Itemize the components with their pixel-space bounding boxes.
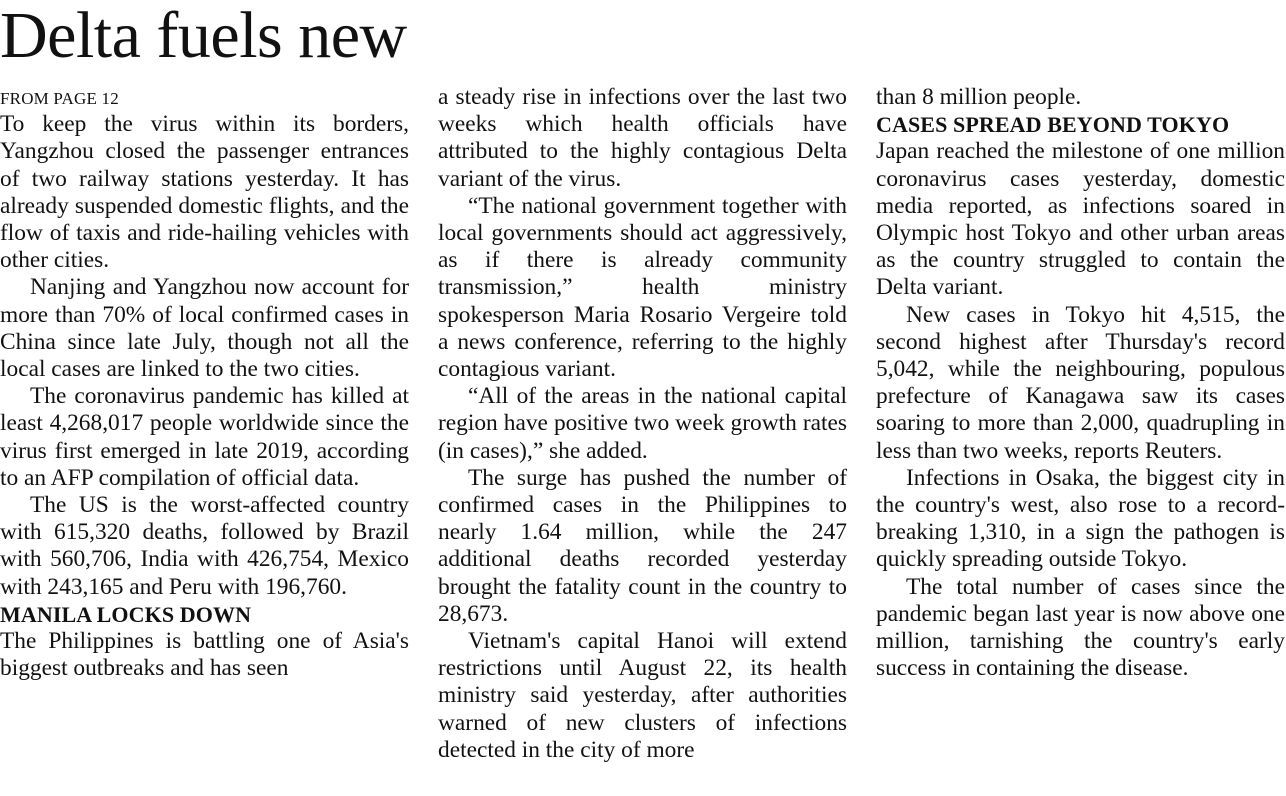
body-paragraph: Infections in Osaka, the biggest city in the country's west, also rose to a record-breaking 1,310, in a sign the pathogen is quickly spreading outside Tokyo. <box>876 464 1285 573</box>
body-paragraph: The US is the worst-affected country with 615,320 deaths, followed by Brazil with 560,706, India with 426,754, Mexico with 243,165 and Peru with 196,760. <box>0 492 409 600</box>
article-column-3 <box>876 84 1285 682</box>
body-paragraph: “The national government together with local governments should act aggressively, as if there is already community transmission,” health ministry spokesperson Maria Rosario Vergeire told a news conference, referring to the highly contagious variant. <box>438 192 847 383</box>
body-paragraph: The coronavirus pandemic has killed at least 4,268,017 people worldwide since the virus first emerged in late 2019, according to an AFP compilation of official data. <box>0 383 409 491</box>
body-paragraph: The total number of cases since the pandemic began last year is now above one million, tarnishing the country's early success in containing the disease. <box>876 573 1285 682</box>
subhead-manila: MANILA LOCKS DOWN <box>0 601 252 627</box>
body-paragraph: “All of the areas in the national capital region have positive two week growth rates (in cases),” she added. <box>438 383 847 464</box>
body-paragraph: The surge has pushed the number of confirmed cases in the Philippines to nearly 1.64 million, while the 247 additional deaths recorded yesterday brought the fatality count in the country to 28,673. <box>438 464 847 627</box>
body-paragraph: The Philippines is battling one of Asia's biggest outbreaks and has seen <box>0 628 409 682</box>
body-paragraph-continued: a steady rise in infections over the last two weeks which health officials have attributed to the highly contagious Delta variant of the virus. <box>438 84 847 192</box>
page-reference-kicker: FROM PAGE 12 <box>0 89 119 108</box>
body-paragraph-continued: than 8 million people. <box>876 84 1082 110</box>
body-paragraph: Japan reached the milestone of one million coronavirus cases yesterday, domestic media reported, as infections soared in Olympic host Tokyo and other urban areas as the country struggled to contain the Delta variant. <box>876 138 1285 301</box>
body-paragraph: To keep the virus within its borders, Yangzhou closed the passenger entrances of two railway stations yesterday. It has already suspended domestic flights, and the flow of taxis and ride-hailing vehicles with other cities. <box>0 111 409 274</box>
subhead-tokyo: CASES SPREAD BEYOND TOKYO <box>876 112 1230 138</box>
headline: Delta fuels new <box>0 0 407 72</box>
body-paragraph: Vietnam's capital Hanoi will extend restrictions until August 22, its health ministry said yesterday, after authorities warned of new clusters of infections detected in the city of more <box>438 628 847 763</box>
body-paragraph: Nanjing and Yangzhou now account for more than 70% of local confirmed cases in China since late July, though not all the local cases are linked to the two cities. <box>0 274 409 383</box>
article-column-1 <box>0 84 409 682</box>
body-paragraph: New cases in Tokyo hit 4,515, the second highest after Thursday's record 5,042, while the neighbouring, populous prefecture of Kanagawa saw its cases soaring to more than 2,000, quadrupling in less than two weeks, reports Reuters. <box>876 301 1285 464</box>
article-column-2 <box>438 84 847 764</box>
